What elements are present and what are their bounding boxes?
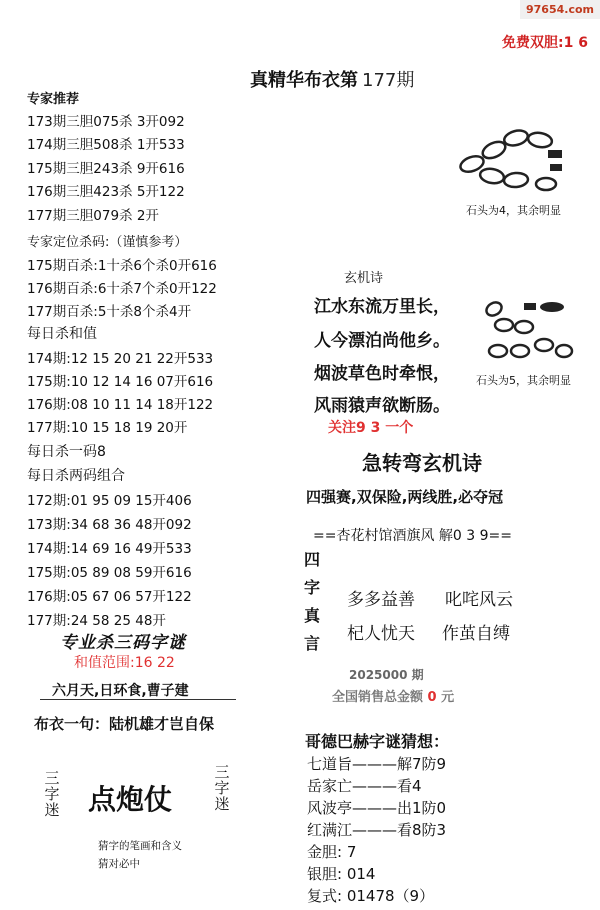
title-issue: 177期 <box>362 70 415 91</box>
jizhuan-title: 急转弯玄机诗 <box>362 451 482 475</box>
stone-caption: 石头为4，其余明显 <box>466 204 561 217</box>
poem-line: 烟波草色时牵恨， <box>314 364 450 384</box>
godel-title: 哥德巴赫字谜猜想： <box>305 732 450 751</box>
sales-amount: 0 <box>427 690 437 705</box>
kill-two-line: 177期:24 58 25 48开 <box>27 613 166 629</box>
kill-two-line: 174期:14 69 16 49开533 <box>27 541 192 557</box>
godel-line: 银胆: 014 <box>307 865 376 883</box>
godel-line: 复式: 01478（9） <box>307 887 435 905</box>
sales-label: 全国销售总金额 <box>332 690 424 705</box>
riddle-hint: 猜字的笔画和含义 <box>98 840 182 852</box>
poem-follow: 关注9 3 一个 <box>328 420 414 436</box>
godel-line: 岳家亡———看4 <box>307 777 422 795</box>
position-line: 175期百杀:1十杀6个杀0开616 <box>27 258 217 274</box>
sanma-title: 专业杀三码字谜 <box>60 633 186 653</box>
kill-sum-line: 175期:10 12 14 16 07开616 <box>27 374 214 390</box>
xinghua-line: ==杏花村馆酒旗风 解0 3 9== <box>313 528 512 544</box>
stones-chain-image <box>458 120 578 195</box>
kill-sum-header: 每日杀和值 <box>27 326 97 342</box>
sales-unit: 元 <box>441 690 455 705</box>
kill-two-line: 172期:01 95 09 15开406 <box>27 493 192 509</box>
poem-line: 风雨猿声欲断肠。 <box>314 396 450 416</box>
sales-issue: 2025000 期 <box>349 668 424 682</box>
sizi-phrase: 叱咤风云 <box>445 590 513 610</box>
riddle-hint: 猜对必中 <box>98 858 140 870</box>
position-header: 专家定位杀码:（谨慎参考） <box>27 235 188 250</box>
stones-chain-image <box>480 295 580 365</box>
site-badge: 97654.com <box>520 0 600 19</box>
title-main: 真精华布衣第 <box>250 70 358 91</box>
kill-two-line: 173期:34 68 36 48开092 <box>27 517 192 533</box>
stone-caption: 石头为5，其余明显 <box>476 374 571 387</box>
sizi-vertical: 四字真言 <box>304 550 321 653</box>
position-line: 176期百杀:6十杀7个杀0开122 <box>27 281 217 297</box>
divider <box>40 699 236 700</box>
sanma-range: 和值范围:16 22 <box>74 655 175 671</box>
kill-two-line: 176期:05 67 06 57开122 <box>27 589 192 605</box>
kill-sum-line: 176期:08 10 11 14 18开122 <box>27 397 214 413</box>
position-line: 177期百杀:5十杀8个杀4开 <box>27 304 192 320</box>
expert-line: 173期三胆075杀 3开092 <box>27 114 185 130</box>
expert-header: 专家推荐 <box>27 92 80 107</box>
jizhuan-line: 四强赛,双保险,两线胜,必夺冠 <box>306 488 504 506</box>
page-title <box>250 66 414 92</box>
free-pair: 免费双胆:1 6 <box>502 35 588 51</box>
godel-line: 风波亭———出1防0 <box>307 799 447 817</box>
expert-line: 177期三胆079杀 2开 <box>27 208 159 224</box>
expert-line: 174期三胆508杀 1开533 <box>27 137 185 153</box>
sizi-phrase: 杞人忧天 <box>347 624 415 644</box>
sizi-phrase: 多多益善 <box>347 590 415 610</box>
kill-two-line: 175期:05 89 08 59开616 <box>27 565 192 581</box>
expert-line: 175期三胆243杀 9开616 <box>27 161 185 177</box>
sanma-clue: 六月天,日环食,曹子建 <box>52 683 189 699</box>
riddle-text: 点炮仗 <box>88 783 173 816</box>
poem-line: 人今漂泊尚他乡。 <box>314 331 450 351</box>
sales-total <box>332 686 454 705</box>
poem-header: 玄机诗 <box>344 271 384 286</box>
poem-line: 江水东流万里长， <box>314 297 450 317</box>
kill-one: 每日杀一码8 <box>27 444 106 460</box>
buyi-line: 布衣一句：陆机雄才岂自保 <box>34 715 215 733</box>
godel-line: 金胆: 7 <box>307 843 357 861</box>
kill-sum-line: 174期:12 15 20 21 22开533 <box>27 351 214 367</box>
riddle-left-tag: 三字迷 <box>44 769 60 819</box>
sizi-phrase: 作茧自缚 <box>442 624 510 644</box>
expert-line: 176期三胆423杀 5开122 <box>27 184 185 200</box>
kill-two-header: 每日杀两码组合 <box>27 468 125 484</box>
kill-sum-line: 177期:10 15 18 19 20开 <box>27 420 188 436</box>
riddle-right-tag: 三字迷 <box>214 763 230 813</box>
godel-line: 七道旨———解7防9 <box>307 755 447 773</box>
godel-line: 红满江———看8防3 <box>307 821 447 839</box>
